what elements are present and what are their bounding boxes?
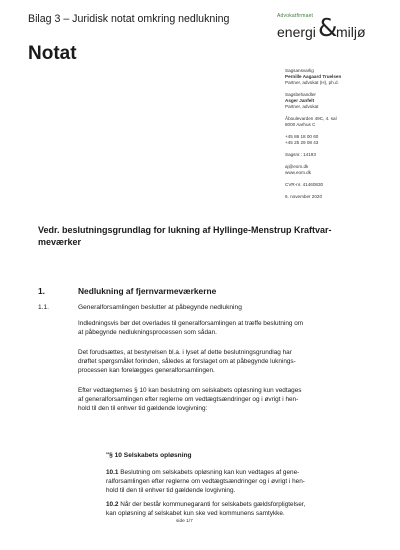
contact-sidebar (285, 68, 395, 200)
quote-line-text: Når der består kommunegaranti for selskabets gældsforpligtelser, (120, 501, 306, 508)
section-title: Nedlukning af fjernvarmeværkerne (78, 286, 217, 296)
phone-1: +45 86 18 00 60 (285, 134, 319, 139)
company-logo (277, 13, 387, 47)
phone-2: +45 25 29 08 43 (285, 140, 319, 145)
quote-line (106, 468, 364, 477)
logo-tagline: Advokatfirmaet (277, 13, 314, 19)
section-number: 1. (38, 286, 45, 296)
responsible-label: Sagsansvarlig (285, 68, 314, 73)
paragraph-line: af generalforsamlingen efter reglerne om vedtægtsændringer og i øvrigt i hen- (78, 396, 299, 404)
address-line-2: 8000 Aarhus C (285, 122, 316, 127)
document-date: 6. november 2020 (285, 194, 323, 199)
handler-title: Partner, advokat (285, 104, 319, 109)
handler-label: Sagsbehandler (285, 92, 316, 97)
responsible-name: Pernille Aagaard Truelsen (285, 74, 342, 79)
quote-item-number: 10.2 (106, 501, 119, 508)
paragraph-2 (78, 348, 363, 376)
paragraph-line: Indledningsvis bør det overlades til generalforsamlingen at træffe beslutning om (78, 320, 304, 327)
quote-item-10-1 (106, 468, 364, 496)
quote-item-10-2 (106, 500, 364, 518)
quote-item-number: 10.1 (106, 469, 119, 476)
paragraph-line: processen kan forelægges generalforsamlingen. (78, 367, 215, 375)
page-indicator: side 1/7 (176, 519, 193, 524)
paragraph-line: at påbegynde nedlukningsprocessen som sådan. (78, 329, 217, 337)
paragraph-line: drøftet spørgsmålet forinden, således at forslaget om at påbegynde luknings- (78, 358, 296, 366)
quote-title: "§ 10 Selskabets opløsning (106, 452, 192, 459)
subject-heading (38, 224, 368, 248)
annex-title: Bilag 3 – Juridisk notat omkring nedlukning (28, 13, 230, 25)
logo-word-miljo: miljø (336, 24, 366, 40)
logo-ampersand: & (318, 13, 338, 42)
paragraph-line: Det forudsættes, at bestyrelsen bl.a. i lyset af dette beslutningsgrundlag har (78, 349, 292, 356)
paragraph-3 (78, 386, 363, 414)
website-link[interactable]: www.eom.dk (285, 170, 312, 175)
subsection-title: Generalforsamlingen beslutter at påbegynde nedlukning (78, 304, 242, 311)
quote-line: kan opløsning af selskabet kun ske ved kommunens samtykke. (106, 510, 285, 518)
cvr-number: CVR-nr. 41460830 (285, 182, 324, 187)
subject-line-1: Vedr. beslutningsgrundlag for lukning af Hyllinge-Menstrup Kraftvar- (38, 225, 332, 235)
paragraph-1 (78, 319, 363, 337)
handler-name: Asger Janfelt (285, 98, 315, 103)
quote-line-text: Beslutning om selskabets opløsning kan kun vedtages af gene- (120, 469, 300, 476)
quote-line (106, 500, 364, 509)
quote-line: ralforsamlingen efter reglerne om vedtægtsændringer og i øvrigt i hen- (106, 478, 305, 486)
quote-line: hold til den til enhver tid gældende lovgivning. (106, 487, 236, 495)
subject-line-2: meværker (38, 237, 82, 247)
document-type-title: Notat (28, 43, 77, 64)
subsection-number: 1.1. (38, 304, 49, 311)
logo-word-energi: energi (277, 24, 316, 40)
case-number: Sagsnr.: 14193 (285, 152, 316, 157)
address-line-1: Åboulevarden 49C, 4. sal (285, 116, 337, 121)
responsible-title: Partner, advokat (H), ph.d. (285, 80, 339, 85)
paragraph-line: Efter vedtægternes § 10 kan beslutning om selskabets opløsning kun vedtages (78, 387, 302, 394)
paragraph-line: hold til den til enhver tid gældende lovgivning: (78, 405, 208, 413)
email-link[interactable]: aj@eom.dk (285, 164, 309, 169)
